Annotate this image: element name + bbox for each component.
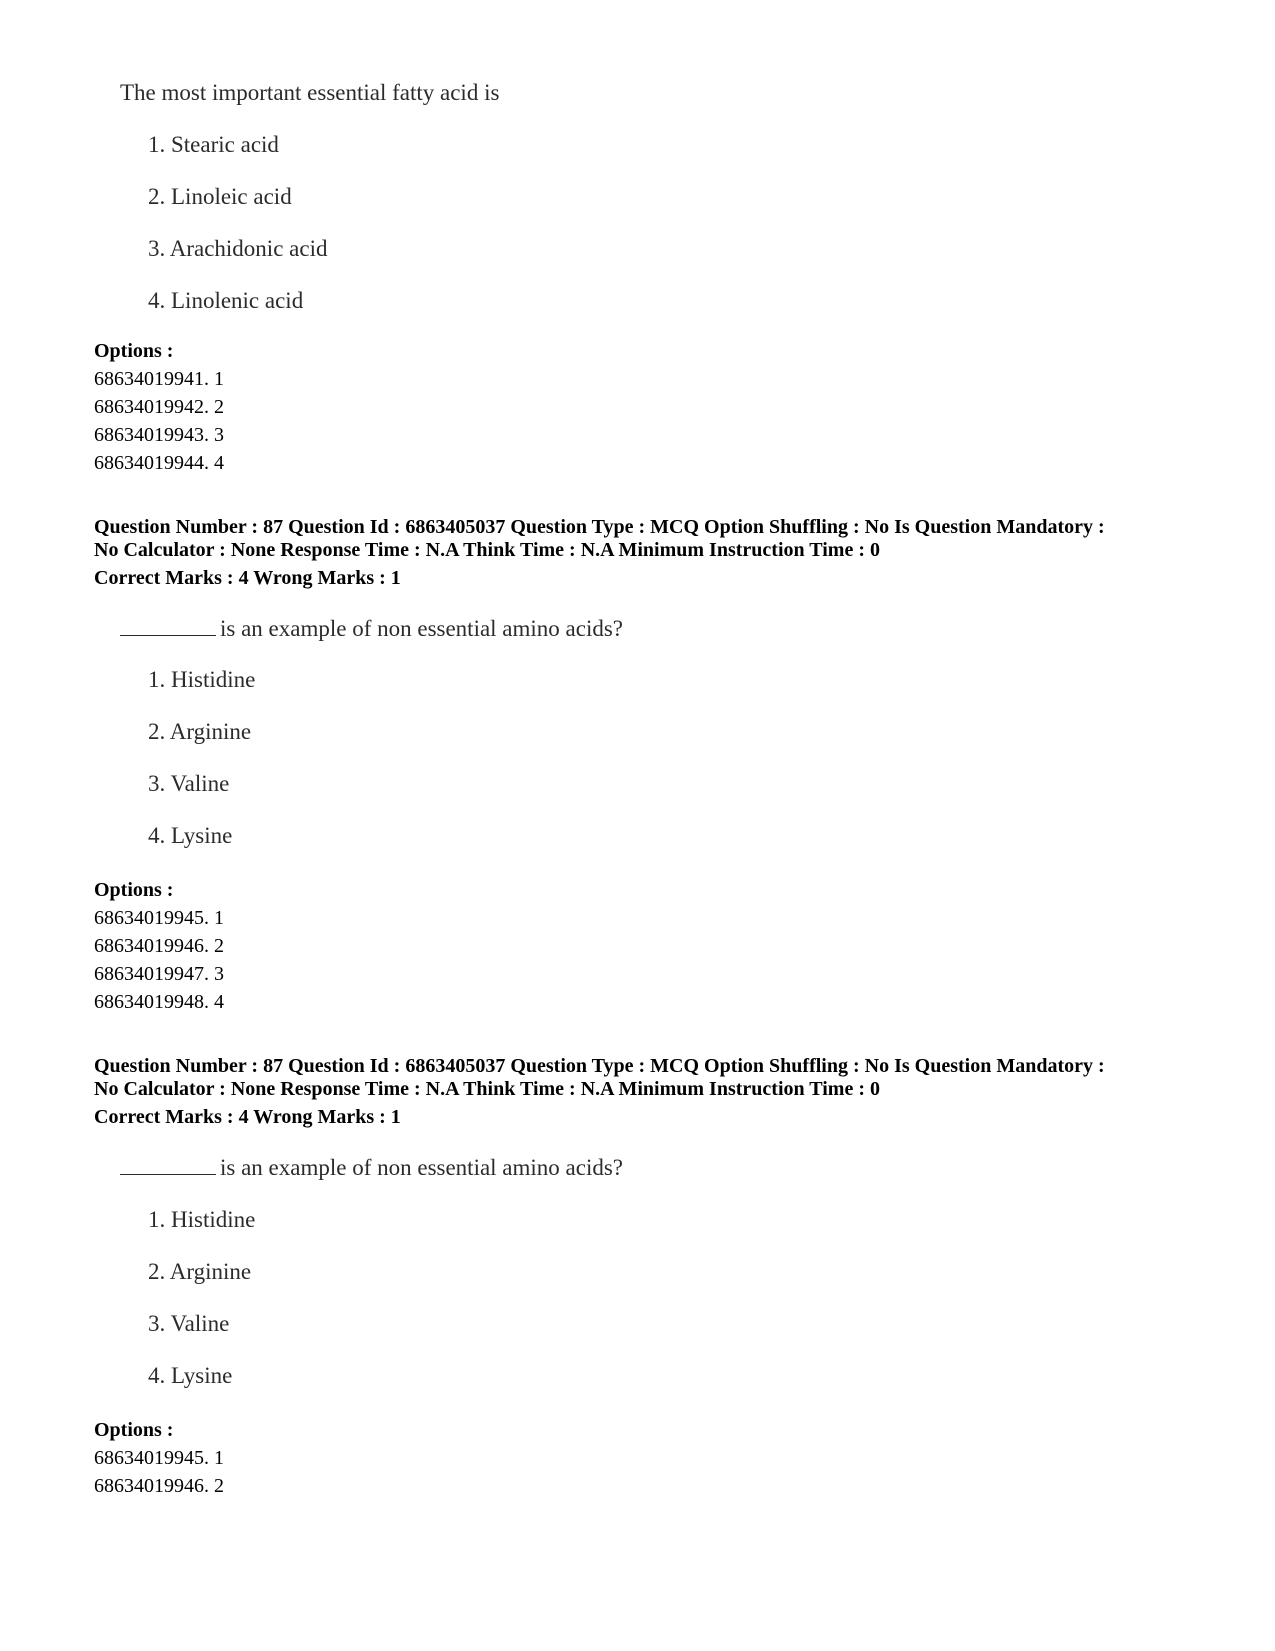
- choice-4: 4. Linolenic acid: [148, 288, 304, 313]
- options-label: Options :: [94, 1419, 174, 1441]
- option-id: 68634019943. 3: [94, 424, 224, 446]
- question-marks: Correct Marks : 4 Wrong Marks : 1: [94, 567, 401, 589]
- choice-1: 1. Histidine: [148, 1207, 256, 1232]
- option-id: 68634019942. 2: [94, 396, 224, 418]
- question-meta-line-1: Question Number : 87 Question Id : 6863405037 Question Type : MCQ Option Shuffling : No Is Question Mandatory :: [94, 1055, 1105, 1077]
- choice-4: 4. Lysine: [148, 823, 233, 848]
- question-text: [120, 616, 623, 642]
- option-id: 68634019946. 2: [94, 1475, 224, 1497]
- options-label: Options :: [94, 340, 174, 362]
- option-id: 68634019945. 1: [94, 907, 224, 929]
- choice-2: 2. Linoleic acid: [148, 184, 292, 209]
- option-id: 68634019941. 1: [94, 368, 224, 390]
- option-id: 68634019946. 2: [94, 935, 224, 957]
- blank-line: [120, 617, 216, 636]
- question-text-body: is an example of non essential amino acids?: [220, 1155, 624, 1180]
- question-meta-line-2: No Calculator : None Response Time : N.A Think Time : N.A Minimum Instruction Time : 0: [94, 1078, 880, 1100]
- choice-2: 2. Arginine: [148, 719, 252, 744]
- choice-3: 3. Arachidonic acid: [148, 236, 328, 261]
- option-id: 68634019947. 3: [94, 963, 224, 985]
- choice-3: 3. Valine: [148, 771, 230, 796]
- choice-3: 3. Valine: [148, 1311, 230, 1336]
- question-meta-line-2: No Calculator : None Response Time : N.A Think Time : N.A Minimum Instruction Time : 0: [94, 539, 880, 561]
- choice-1: 1. Histidine: [148, 667, 256, 692]
- question-text: [120, 1155, 623, 1181]
- option-id: 68634019944. 4: [94, 452, 224, 474]
- question-marks: Correct Marks : 4 Wrong Marks : 1: [94, 1106, 401, 1128]
- blank-line: [120, 1156, 216, 1175]
- option-id: 68634019948. 4: [94, 991, 224, 1013]
- choice-4: 4. Lysine: [148, 1363, 233, 1388]
- question-text: The most important essential fatty acid is: [120, 80, 500, 105]
- choice-1: 1. Stearic acid: [148, 132, 279, 157]
- option-id: 68634019945. 1: [94, 1447, 224, 1469]
- choice-2: 2. Arginine: [148, 1259, 252, 1284]
- question-text-body: is an example of non essential amino acids?: [220, 616, 624, 641]
- options-label: Options :: [94, 879, 174, 901]
- question-meta-line-1: Question Number : 87 Question Id : 6863405037 Question Type : MCQ Option Shuffling : No Is Question Mandatory :: [94, 516, 1105, 538]
